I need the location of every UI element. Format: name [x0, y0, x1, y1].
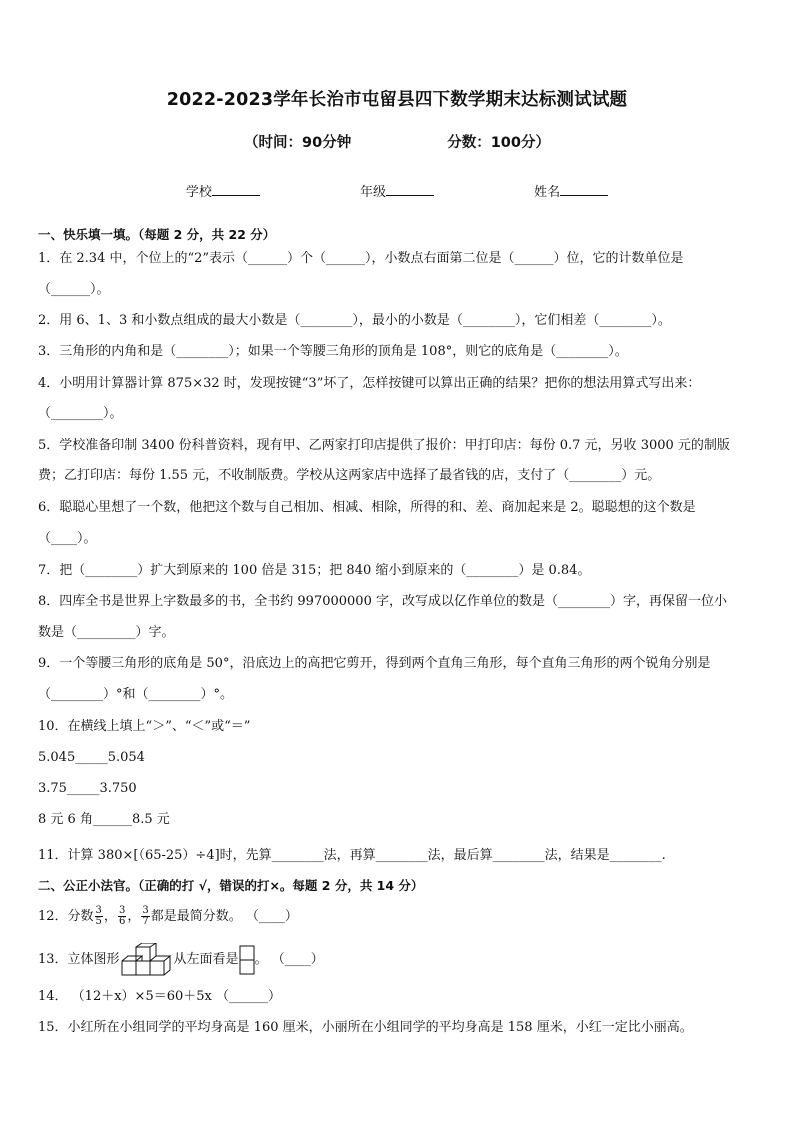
question-9: 9．一个等腰三角形的底角是 50°，沿底边上的高把它剪开，得到两个直角三角形，每个直角三角形的两个锐角分别是 — [38, 656, 711, 671]
name-blank[interactable] — [560, 184, 608, 196]
question-5-cont: 费；乙打印店：每份 1.55 元，不收制版费。学校从这两家店中选择了最省钱的店，支付了（________）元。 — [38, 468, 661, 483]
question-13-mid: 从左面看是 — [173, 952, 239, 967]
school-field — [186, 181, 260, 200]
question-13-prefix: 13．立体图形 — [38, 952, 120, 967]
section-1-title: 一、快乐填一填。（每题 2 分，共 22 分） — [38, 227, 276, 242]
grade-label: 年级 — [359, 185, 386, 200]
grade-field — [360, 181, 434, 200]
question-5: 5．学校准备印制 3400 份科普资料，现有甲、乙两家打印店提供了报价：甲打印店：每份 0.7 元，另收 3000 元的制版 — [38, 438, 730, 453]
fraction-2-numerator: 3 — [118, 905, 126, 916]
question-12-suffix: 都是最简分数。 （____） — [150, 909, 298, 924]
grade-blank[interactable] — [386, 184, 434, 196]
cube-figure-icon — [120, 943, 174, 977]
question-11: 11．计算 380×[（65-25）÷4]时，先算________法，再算________法，最后算________法，结果是________. — [38, 848, 666, 863]
question-8-cont: 数是（_________）字。 — [38, 625, 175, 640]
question-1-cont: （______）。 — [38, 282, 110, 297]
section-2-title: 二、公正小法官。（正确的打 √，错误的打×。每题 2 分，共 14 分） — [38, 878, 424, 893]
question-6-cont: （____）。 — [38, 531, 97, 546]
name-field — [534, 181, 608, 200]
question-4: 4．小明用计算器计算 875×32 时，发现按键“3”坏了，怎样按键可以算出正确的结果？把你的想法用算式写出来： — [38, 376, 701, 391]
question-10-item-a: 5.045_____5.054 — [38, 750, 145, 765]
fraction-1 — [95, 906, 103, 927]
page-title: 2022-2023学年长治市屯留县四下数学期末达标测试试题 — [166, 90, 628, 110]
name-label: 姓名 — [534, 185, 561, 200]
fraction-separator-2: ， — [127, 909, 141, 924]
fraction-2 — [118, 906, 126, 927]
question-9-cont: （________）°和（________）°。 — [38, 687, 234, 702]
question-10-item-c: 8 元 6 角______8.5 元 — [38, 812, 170, 827]
fraction-3 — [141, 906, 149, 927]
question-12 — [38, 904, 758, 930]
school-blank[interactable] — [212, 184, 260, 196]
school-label: 学校 — [185, 185, 212, 200]
exam-meta — [0, 131, 794, 152]
fraction-1-numerator: 3 — [95, 905, 102, 916]
question-12-prefix: 12．分数 — [38, 909, 94, 924]
question-10: 10．在横线上填上“＞”、“＜”或“＝” — [38, 719, 251, 734]
question-3: 3．三角形的内角和是（________）；如果一个等腰三角形的顶角是 108°，则它的底角是（________）。 — [38, 344, 628, 359]
question-1: 1．在 2.34 中，个位上的“2”表示（______）个（______），小数点右面第二位是（______）位，它的计数单位是 — [38, 251, 684, 266]
exam-time: （时间：90分钟 — [244, 135, 352, 151]
fraction-3-denominator: 7 — [142, 916, 149, 927]
exam-score: 分数：100分） — [447, 135, 550, 151]
question-15: 15．小红所在小组同学的平均身高是 160 厘米，小丽所在小组同学的平均身高是 158 厘米，小红一定比小丽高。 — [38, 1020, 693, 1035]
question-8: 8．四库全书是世界上字数最多的书，全书约 997000000 字，改写成以亿作单位的数是（________）字，再保留一位小 — [38, 594, 727, 609]
question-7: 7．把（________）扩大到原来的 100 倍是 315；把 840 缩小到原来的（________）是 0.84。 — [38, 563, 591, 578]
left-view-icon — [239, 945, 255, 975]
fraction-2-denominator: 6 — [118, 916, 126, 927]
question-6: 6．聪聪心里想了一个数，他把这个数与自己相加、相减、相除，所得的和、差、商加起来是 2。聪聪想的这个数是 — [38, 500, 696, 515]
question-10-item-b: 3.75_____3.750 — [38, 781, 137, 796]
question-13 — [38, 942, 758, 978]
question-4-cont: （________）。 — [38, 406, 123, 421]
question-2: 2．用 6、1、3 和小数点组成的最大小数是（________），最小的小数是（________），它们相差（________）。 — [38, 313, 671, 328]
fraction-separator-1: ， — [103, 909, 117, 924]
question-13-suffix: 。 （____） — [254, 952, 324, 967]
student-info — [0, 181, 794, 200]
fraction-3-numerator: 3 — [142, 905, 149, 916]
fraction-1-denominator: 5 — [95, 916, 102, 927]
question-14: 14． （12＋x）×5＝60＋5x （______） — [38, 989, 281, 1004]
